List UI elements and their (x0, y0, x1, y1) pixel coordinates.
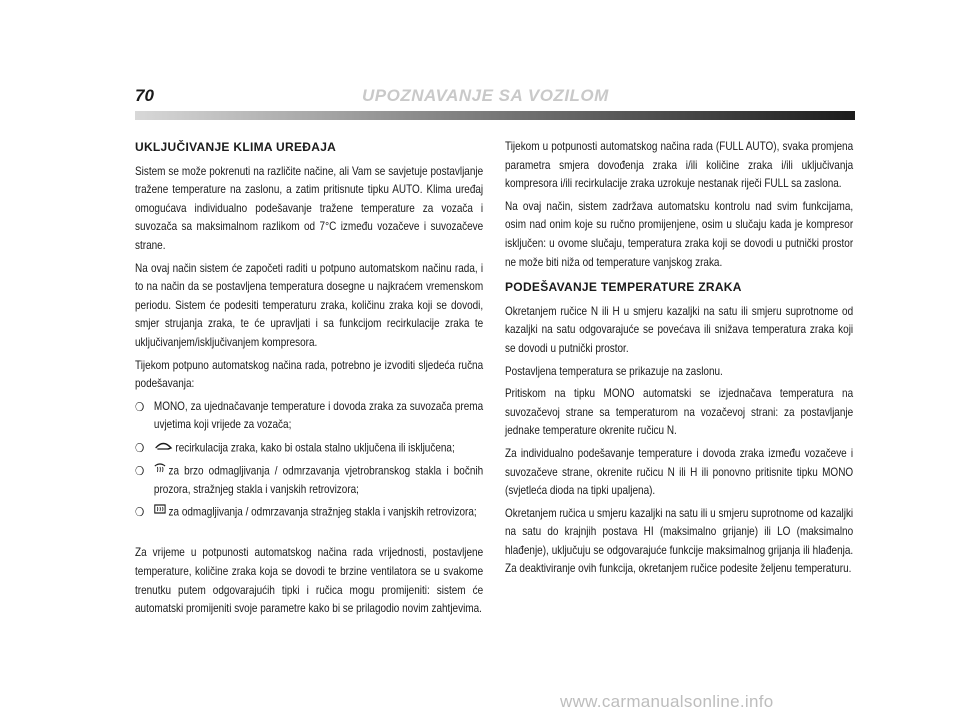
paragraph: Postavljena temperatura se prikazuje na zaslonu. (505, 364, 723, 378)
paragraph: Na ovaj način sistem će započeti raditi u potpuno automatskom načinu rada, i to na način da se postavljena temperatura dosegne u najkraćem vremenskom periodu. Sistem će podesiti temperaturu zraka, količinu zraka koji se dovodi, smjer strujanja zraka, te će upravljati i sa funkcijom recirkulacije zraka te uključivanjem/isključivanjem kompresora. (135, 261, 484, 349)
list-item-text: za odmagljivanja / odmrzavanja stražnjeg stakla i vanjskih retrovizora; (168, 505, 477, 519)
paragraph: Tijekom u potpunosti automatskog načina rada (FULL AUTO), svaka promjena parametra smjera dovođenja zraka i/ili količine zraka i/ili uključivanja kompresora i/ili recirkulacije zraka uzrokuje nestanak riječi FULL sa zaslona. (505, 140, 854, 191)
bullet-mark: ❍ (135, 505, 145, 520)
page-number: 70 (135, 86, 154, 105)
list-item-text: za brzo odmagljivanja / odmrzavanja vjetrobranskog stakla i bočnih prozora, stražnjeg stakla i vanjskih retrovizora; (153, 464, 484, 496)
paragraph: Okretanjem ručice N ili H u smjeru kazaljki na satu ili smjeru suprotnome od kazaljki na satu odgovarajuće se povećava ili snižava temperatura zraka koji se dovodi u putnički prostor. (505, 304, 854, 355)
right-column (505, 138, 854, 583)
left-column (135, 138, 484, 623)
list-item-text: recirkulacija zraka, kako bi ostala stalno uključena ili isključena; (175, 441, 455, 455)
bullet-mark: ❍ (135, 463, 145, 478)
bullet-mark: ❍ (135, 399, 145, 414)
paragraph: Pritiskom na tipku MONO automatski se izjednačava temperatura na suvozačevoj strane sa temperaturom na vozačevoj strani: za postavljanje jednake temperature okrenite ručicu N. (505, 387, 854, 438)
section-title-temperature: PODEŠAVANJE TEMPERATURE ZRAKA (505, 280, 742, 295)
paragraph: Za vrijeme u potpunosti automatskog načina rada vrijednosti, postavljene temperature, količine zraka koja se dovodi te brzine ventilatora se u svakome trenutku putem odgovarajućih tipki i ručica mogu promijeniti: sistem će automatski promijeniti svoje parametre kako bi se prilagodio novim zahtjevima. (135, 546, 484, 616)
list-item (135, 462, 483, 500)
chapter-title: UPOZNAVANJE SA VOZILOM (362, 86, 609, 105)
paragraph: Sistem se može pokrenuti na različite načine, ali Vam se savjetuje postavljanje tražene temperature na zaslonu, a zatim pritisnute tipku AUTO. Klima uređaj omogućava individualno podešavanje tražene temperature za vozača i suvozača sa maksimalnom razlikom od 7°C između vozačeve i suvozačeve strane. (135, 164, 484, 252)
list-item-text: MONO, za ujednačavanje temperature i dovoda zraka za suvozača prema uvjetima koji vrijede za vozača; (153, 399, 484, 432)
rear-defrost-icon (154, 503, 166, 522)
recirculation-icon (154, 439, 173, 458)
section-title-ac-on: UKLJUČIVANJE KLIMA UREĐAJA (135, 140, 337, 154)
list-item (135, 503, 483, 522)
windshield-defrost-icon (154, 462, 166, 481)
paragraph: Za individualno podešavanje temperature i dovoda zraka između vozačeve i suvozačeve strane, okrenite ručicu N ili H ili ponovno pritisnite tipku MONO (svjetleća dioda na tipki upaljena). (505, 446, 854, 498)
paragraph: Okretanjem ručica u smjeru kazaljki na satu ili u smjeru suprotnome od kazaljki na satu do krajnjih postava HI (maksimalno grijanje) ili LO (maksimalno hlađenje), uključuju se odgovarajuće funkcije maksimalnog grijanja ili hlađenja. Za deaktiviranje ovih funkcija, okretanjem ručice podesite željenu temperaturu. (505, 506, 854, 576)
paragraph: Na ovaj način, sistem zadržava automatsku kontrolu nad svim funkcijama, osim nad onim koje su ručno promijenjene, osim u slučaju kada je kompresor isključen: u ovome slučaju, temperatura zraka koji se dovodi u putnički prostor ne može biti niža od temperature vanjskog zraka. (505, 199, 854, 269)
header-rule (135, 111, 855, 120)
list-item (135, 398, 483, 435)
bullet-mark: ❍ (135, 440, 145, 455)
list-item (135, 439, 483, 458)
watermark: www.carmanualsonline.info (560, 692, 774, 711)
paragraph: Tijekom potpuno automatskog načina rada, potrebno je izvoditi sljedeća ručna podešavanja: (135, 358, 484, 391)
